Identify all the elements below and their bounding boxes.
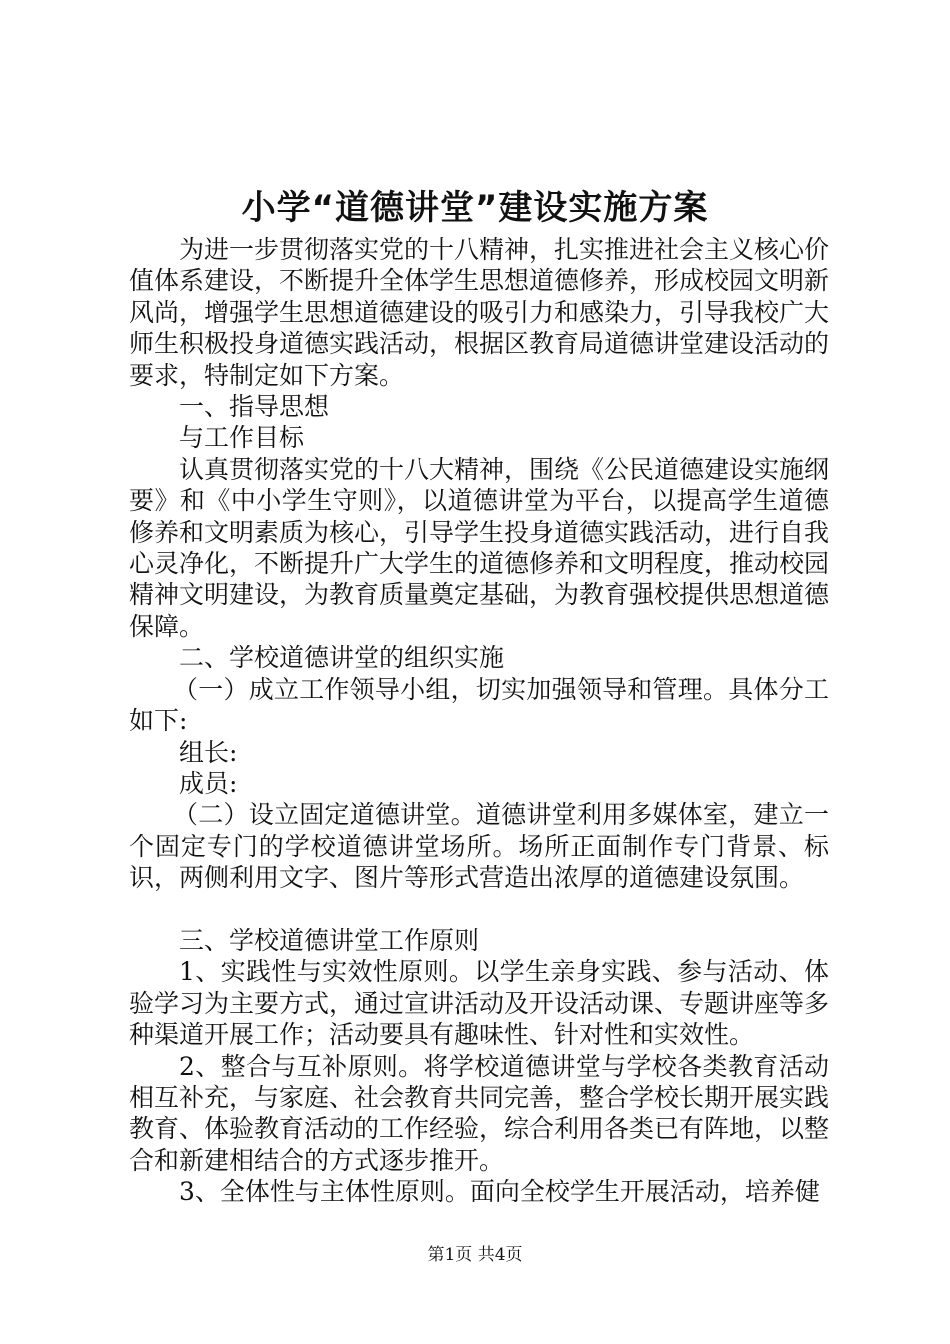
paragraph-principle-3: 3、全体性与主体性原则。面向全校学生开展活动，培养健 [179, 1177, 820, 1207]
paragraph-intro: 为进一步贯彻落实党的十八精神，扎实推进社会主义核心价值体系建设，不断提升全体学生思想道德修养，形成校园文明新风尚，增强学生思想道德建设的吸引力和感染力，引导我校广大师生积极投身道德实践活动，根据区教育局道德讲堂建设活动的要求，特制定如下方案。 [129, 235, 830, 390]
paragraph-goals: 认真贯彻落实党的十八大精神，围绕《公民道德建设实施纲要》和《中小学生守则》，以道德讲堂为平台，以提高学生道德修养和文明素质为核心，引导学生投身道德实践活动，进行自我心灵净化，不断提升广大学生的道德修养和文明程度，推动校园精神文明建设，为教育质量奠定基础，为教育强校提供思想道德保障。 [129, 454, 830, 641]
heading-organization: 二、学校道德讲堂的组织实施 [179, 643, 505, 673]
blank-line [129, 894, 829, 925]
document-title: 小学“道德讲堂”建设实施方案 [241, 188, 709, 228]
heading-work-goals: 与工作目标 [179, 423, 305, 453]
paragraph-leading-group: （一）成立工作领导小组，切实加强领导和管理。具体分工如下: [129, 674, 829, 736]
paragraph-group-leader: 组长: [179, 737, 238, 767]
paragraph-principle-1: 1、实践性与实效性原则。以学生亲身实践、参与活动、体验学习为主要方式，通过宣讲活动及开设活动课、专题讲座等多种渠道开展工作；活动要具有趣味性、针对性和实效性。 [129, 957, 830, 1050]
page-footer: 第1页 共4页 [427, 1245, 523, 1265]
paragraph-principle-2: 2、整合与互补原则。将学校道德讲堂与学校各类教育活动相互补充，与家庭、社会教育共同完善，整合学校长期开展实践教育、体验教育活动的工作经验，综合利用各类已有阵地，以整合和新建相结合的方式逐步推开。 [129, 1051, 830, 1175]
document-body [129, 234, 829, 1208]
heading-work-principles: 三、学校道德讲堂工作原则 [179, 925, 480, 955]
heading-guiding-ideology: 一、指导思想 [179, 392, 330, 422]
paragraph-fixed-venue: （二）设立固定道德讲堂。道德讲堂利用多媒体室，建立一个固定专门的学校道德讲堂场所。场所正面制作专门背景、标识，两侧利用文字、图片等形式营造出浓厚的道德建设氛围。 [129, 800, 829, 893]
paragraph-group-members: 成员: [179, 768, 238, 798]
